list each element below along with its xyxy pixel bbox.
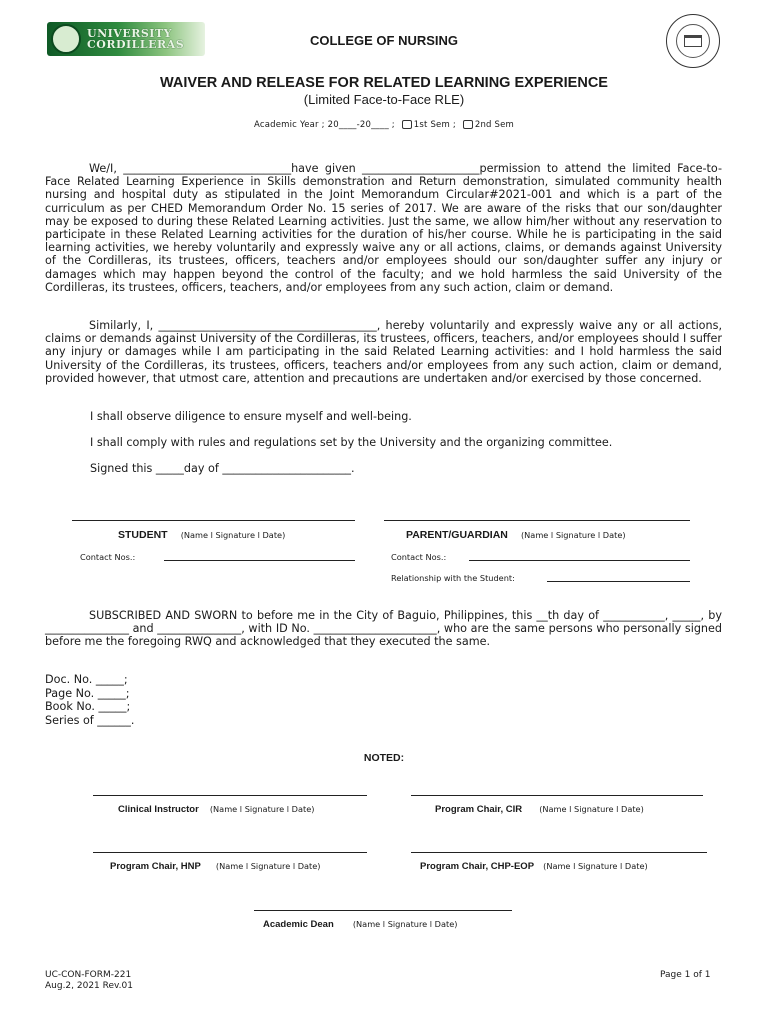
dean-caption: Academic Dean (Name l Signature l Date) [263, 919, 458, 930]
seal-building-icon [684, 35, 702, 47]
student-contact-label: Contact Nos.: [80, 552, 136, 562]
cir-signature-line[interactable] [411, 795, 703, 796]
parent-signature-caption: PARENT/GUARDIAN (Name l Signature l Date) [406, 529, 626, 541]
parent-contact-label: Contact Nos.: [391, 552, 447, 562]
statement-diligence: I shall observe diligence to ensure myself and well-being. [90, 410, 412, 423]
book-no: Book No. _____; [45, 700, 131, 713]
ci-caption: Clinical Instructor (Name l Signature l Date) [118, 804, 315, 815]
first-sem-checkbox[interactable] [402, 120, 412, 129]
page-no: Page No. _____; [45, 686, 130, 700]
hnp-signature-line[interactable] [93, 852, 367, 853]
signed-this-line: Signed this _____day of _______________________. [90, 462, 355, 475]
second-sem-checkbox[interactable] [463, 120, 473, 129]
chp-caption: Program Chair, CHP-EOP (Name l Signature l Date) [420, 861, 648, 872]
form-code: UC-CON-FORM-221 [45, 970, 132, 980]
parent-contact-field[interactable] [469, 560, 690, 561]
logo-wordmark: UNIVERSITY CORDILLERAS [87, 27, 185, 51]
parent-signature-line[interactable] [384, 520, 690, 521]
chp-signature-line[interactable] [411, 852, 707, 853]
student-signature-caption: STUDENT (Name l Signature l Date) [118, 529, 286, 541]
relationship-label: Relationship with the Student: [391, 573, 515, 583]
doc-no: Doc. No. _____; [45, 673, 128, 686]
waiver-paragraph-parents: We/I, ______________________________have given _____________________permission to attend the limited Face-to-Face Related Learning Experience in Skills demonstration and Return demonstration, simulated community health nursing and hospital duty as stipulated in the Joint Memorandum Circular#2021-001 and which is a part of the curriculum as per CHED Memorandum Order No. 15 series of 2017. We are aware of the risks that our son/daughter may be exposed to during these Related Learning activities. Just the same, we allow him/her without any reservation to participate in these Related Learning activities for the duration of his/her course. While he is participating in the said learning activities, we hereby voluntarily and expressly waive any or all actions, claims, or demands against University of the Cordilleras, its trustees, officers, teachers and/or employees should our son/daughter suffer any injury or damages which may happen beyond the control of the faculty; and we hold harmless the said University of the Cordilleras, its trustees, officers, teachers, and/or employees from any such action, claim or demand. [45, 162, 722, 294]
relationship-field[interactable] [547, 581, 690, 582]
student-contact-field[interactable] [164, 560, 355, 561]
notary-block [45, 673, 134, 727]
page-number: Page 1 of 1 [660, 970, 711, 980]
college-name: COLLEGE OF NURSING [309, 33, 459, 48]
ci-signature-line[interactable] [93, 795, 367, 796]
document-subtitle: (Limited Face-to-Face RLE) [303, 92, 465, 107]
noted-heading: NOTED: [363, 752, 405, 764]
waiver-paragraph-student: Similarly, I, _______________________________________, hereby voluntarily and expressly waive any or all actions, claims or demands against University of the Cordilleras, its trustees, officers, teachers, and/or employees should I suffer any injury or damages while I am participating in the said Related Learning activities: and I hold harmless the said University of the Cordilleras, its trustees, officers, teachers and/or employees from any such action, claim or demand, provided however, that utmost care, attention and precautions are undertaken and/or exercised by those concerned. [45, 319, 722, 385]
student-signature-line[interactable] [72, 520, 355, 521]
series-of: Series of ______. [45, 713, 135, 727]
dean-signature-line[interactable] [254, 910, 512, 911]
statement-comply: I shall comply with rules and regulations set by the University and the organizing committee. [90, 436, 613, 449]
hnp-caption: Program Chair, HNP (Name l Signature l Date) [110, 861, 321, 872]
university-seal-icon [666, 14, 720, 68]
sworn-statement: SUBSCRIBED AND SWORN to before me in the City of Baguio, Philippines, this __th day of ___________, _____, by _______________ and _______________, with ID No. ______________________, who are the same persons who personally signed before me the foregoing RWQ and acknowledged that they executed the same. [45, 609, 722, 649]
form-revision: Aug.2, 2021 Rev.01 [45, 981, 133, 991]
form-code-block [45, 970, 133, 992]
cir-caption: Program Chair, CIR (Name l Signature l Date) [435, 804, 644, 815]
document-title: WAIVER AND RELEASE FOR RELATED LEARNING EXPERIENCE [160, 75, 608, 91]
academic-year-line: Academic Year ; 20____-20____ ; 1st Sem ; 2nd Sem [253, 120, 515, 130]
